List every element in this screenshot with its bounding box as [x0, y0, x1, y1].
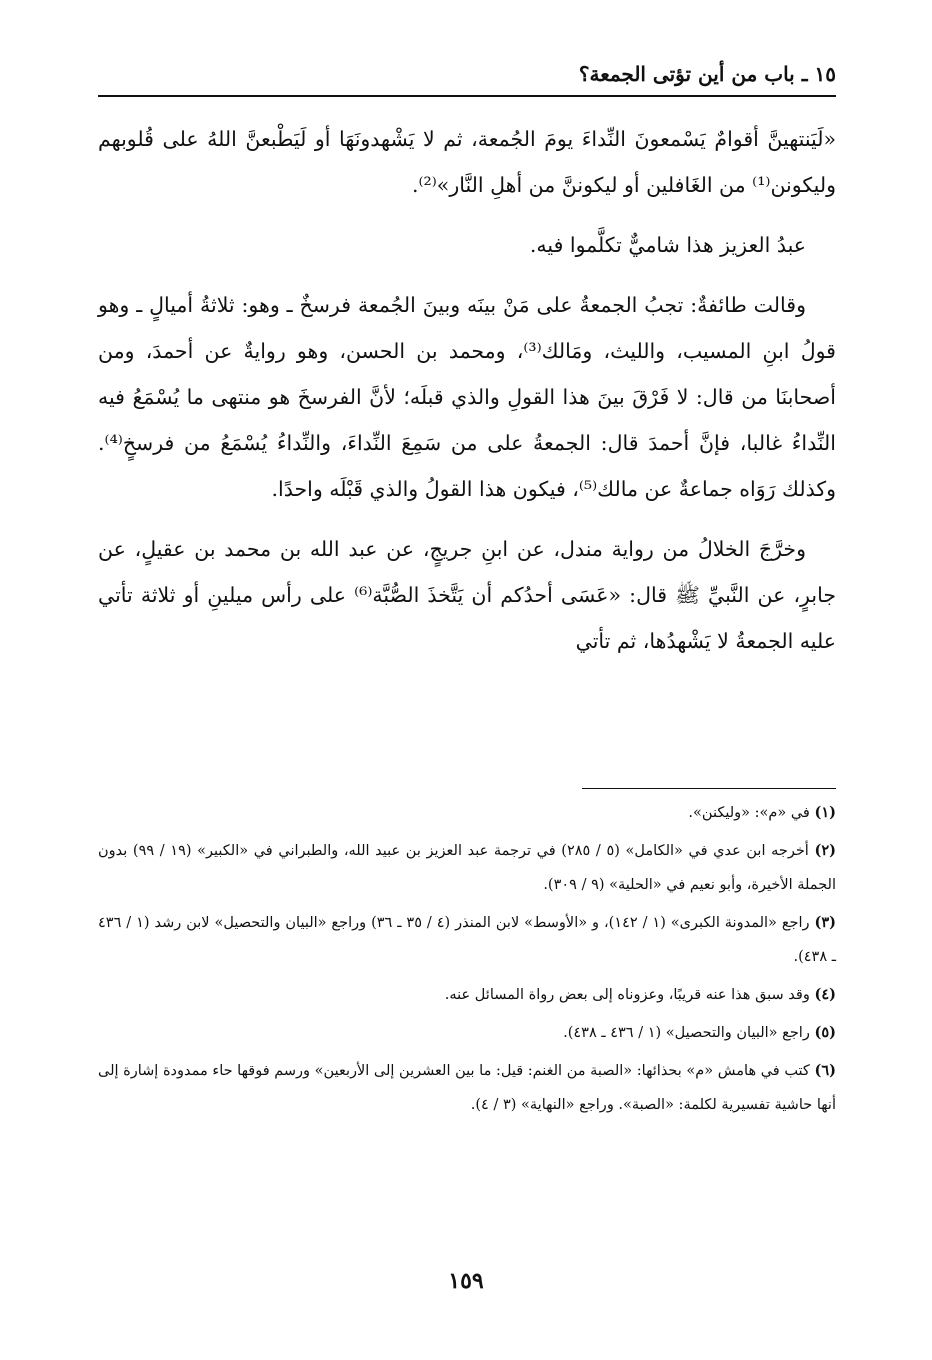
footnote-number: (٦): [814, 1062, 837, 1079]
paragraph: عبدُ العزيز هذا شاميٌّ تكلَّموا فيه.: [529, 233, 806, 257]
paragraph: وخرَّجَ الخلالُ من رواية مندل، عن ابنِ جريجٍ، عن عبد الله بن محمد بن عقيلٍ، عن جابرٍ، عن النَّبيِّ ﷺ قال: «عَسَى أحدُكم أن يَتَّخذَ الصُّبَّة⁽⁶⁾ على رأس ميلينِ أو ثلاثة تأتي عليه الجمعةُ لا يَشْهدُها، ثم تأتي: [98, 537, 836, 653]
footnote-rule: [582, 788, 836, 789]
footnote-number: (٤): [814, 986, 836, 1003]
footnote-number: (٣): [814, 914, 837, 931]
paragraph: «لَيَنتهينَّ أقوامٌ يَسْمعونَ النِّداءَ يومَ الجُمعة، ثم لا يَشْهدونَهَا أو لَيَطْبعنَّ اللهُ على قُلوبهم وليكونن⁽¹⁾ من الغَافلين أو ليكوننَّ من أهلِ النَّار»⁽²⁾.: [98, 127, 836, 197]
footnote: [98, 978, 836, 1012]
footnote: [98, 796, 836, 830]
footnote: [98, 834, 836, 902]
header-rule: [98, 95, 836, 97]
paragraph: وقالت طائفةٌ: تجبُ الجمعةُ على مَنْ بينَه وبينَ الجُمعة فرسخٌ ـ وهو: ثلاثةُ أميالٍ ـ وهو قولُ ابنِ المسيب، والليث، ومَالك⁽³⁾، ومحمد بن الحسن، وهو روايةٌ عن أحمدَ، ومن أصحابنَا من قال: لا فَرْقَ بينَ هذا القولِ والذي قبلَه؛ لأنَّ الفرسخَ هو منتهى ما يُسْمَعُ فيه النِّداءُ غالبا، فإنَّ أحمدَ قال: الجمعةُ على من سَمِعَ النِّداءَ، والنِّداءُ يُسْمَعُ من فرسخٍ⁽⁴⁾. وكذلك رَوَاه جماعةٌ عن مالك⁽⁵⁾، فيكون هذا القولُ والذي قَبْلَه واحدًا.: [98, 293, 836, 501]
footnote-text: راجع «البيان والتحصيل» (١ / ٤٣٦ ـ ٤٣٨).: [563, 1025, 810, 1041]
footnote-number: (٢): [814, 842, 837, 859]
footnote-text: في «م»: «وليكنن».: [688, 805, 810, 821]
footnote-text: كتب في هامش «م» بحذائها: «الصبة من الغنم: قيل: ما بين العشرين إلى الأربعين» ورسم فوقها حاء ممدودة إشارة إلى أنها حاشية تفسيرية لكلمة: «الصبة». وراجع «النهاية» (٣ / ٤).: [98, 1063, 836, 1113]
footnotes: [98, 796, 836, 1126]
footnote: [98, 1016, 836, 1050]
page-number: ١٥٩: [448, 1268, 484, 1294]
running-header: ١٥ ـ باب من أين تؤتى الجمعة؟: [578, 62, 836, 86]
footnote: [98, 1054, 836, 1122]
main-text: [98, 116, 836, 678]
footnote-text: أخرجه ابن عدي في «الكامل» (٥ / ٢٨٥) في ترجمة عبد العزيز بن عبيد الله، والطبراني في «الكبير» (١٩ / ٩٩) بدون الجملة الأخيرة، وأبو نعيم في «الحلية» (٩ / ٣٠٩).: [98, 843, 836, 893]
footnote-text: راجع «المدونة الكبرى» (١ / ١٤٢)، و «الأوسط» لابن المنذر (٤ / ٣٥ ـ ٣٦) وراجع «البيان والتحصيل» لابن رشد (١ / ٤٣٦ ـ ٤٣٨).: [98, 915, 836, 965]
footnote: [98, 906, 836, 974]
footnote-number: (٥): [814, 1024, 836, 1041]
footnote-number: (١): [814, 804, 836, 821]
footnote-text: وقد سبق هذا عنه قريبًا، وعزوناه إلى بعض رواة المسائل عنه.: [444, 987, 810, 1003]
